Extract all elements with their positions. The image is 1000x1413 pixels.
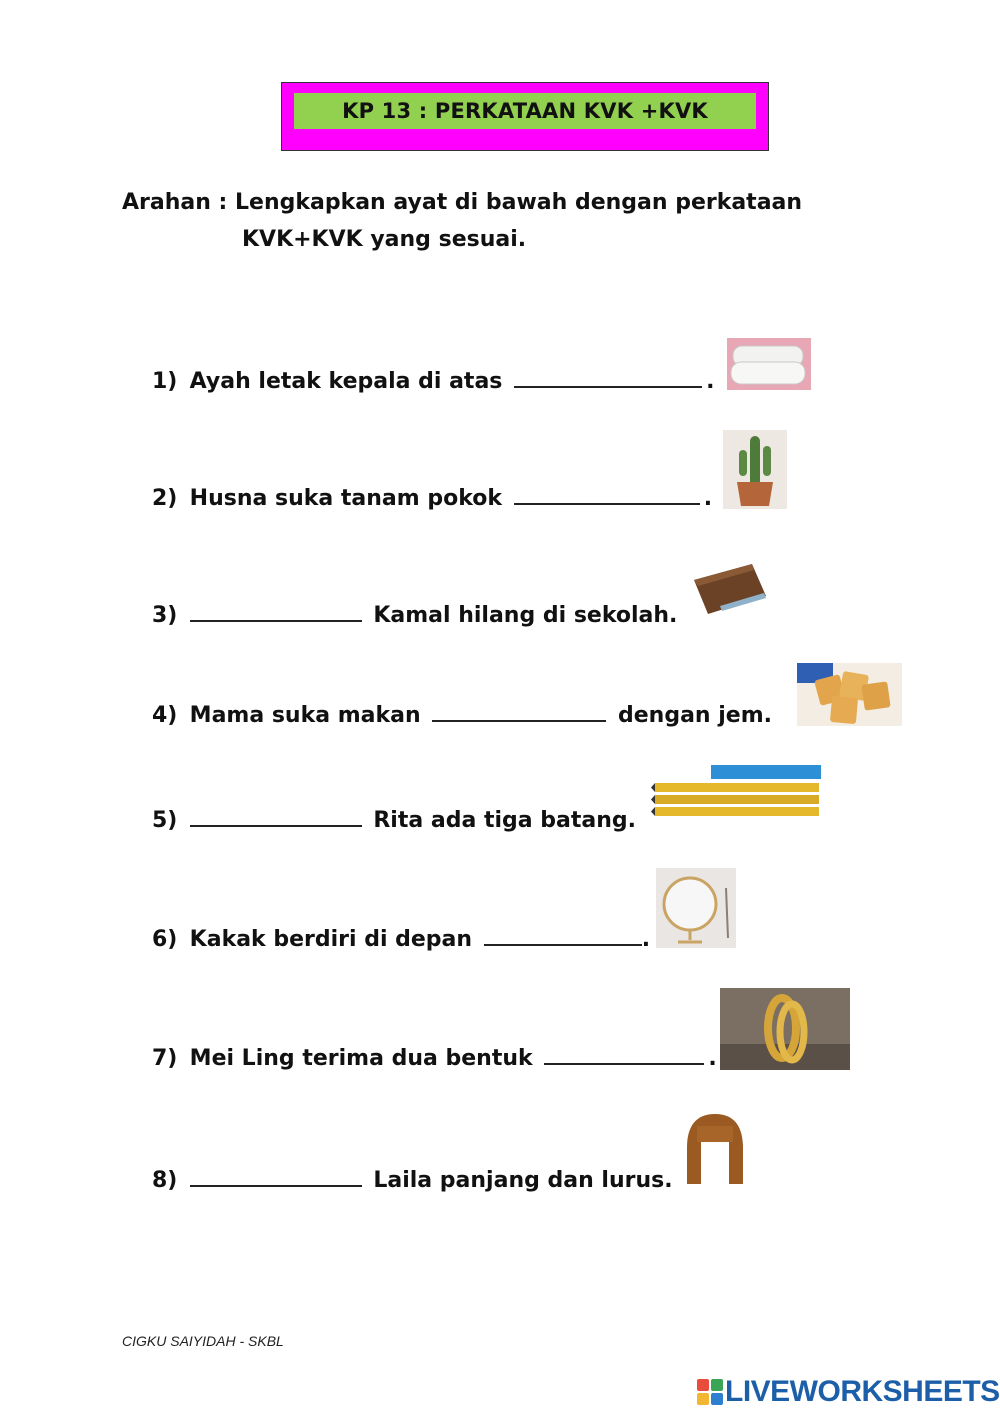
- hair-icon: [673, 1108, 757, 1190]
- brand-name: LIVEWORKSHEETS: [725, 1375, 1000, 1408]
- question-text: Husna suka tanam pokok: [189, 486, 503, 511]
- question-number: 8): [152, 1168, 178, 1193]
- brand-logo: [697, 1376, 1000, 1408]
- cactus-icon: [723, 430, 787, 509]
- question-text-after: dengan jem.: [617, 703, 772, 728]
- question-text: Mama suka makan: [189, 703, 421, 728]
- mirror-icon: [656, 868, 736, 948]
- question-text-after: Laila panjang dan lurus.: [373, 1168, 673, 1193]
- question-number: 1): [152, 369, 178, 394]
- question-number: 7): [152, 1046, 178, 1071]
- question-text-after: Kamal hilang di sekolah.: [373, 603, 678, 628]
- liveworksheets-logo-icon: [697, 1379, 723, 1405]
- instruction-line-1: Arahan : Lengkapkan ayat di bawah dengan perkataan: [122, 190, 803, 215]
- question-text: Kakak berdiri di depan: [189, 927, 473, 952]
- answer-blank-6[interactable]: [484, 926, 642, 946]
- answer-blank-3[interactable]: [190, 602, 362, 622]
- answer-blank-1[interactable]: [514, 368, 702, 388]
- answer-blank-8[interactable]: [190, 1167, 362, 1187]
- pillow-icon: [727, 338, 811, 390]
- question-8: [152, 1167, 673, 1193]
- question-number: 6): [152, 927, 178, 952]
- question-number: 4): [152, 703, 178, 728]
- page-title: KP 13 : PERKATAAN KVK +KVK: [294, 93, 756, 129]
- ring-icon: [720, 988, 850, 1070]
- pencils-icon: [651, 765, 823, 827]
- question-5: [152, 807, 636, 833]
- question-number: 5): [152, 808, 178, 833]
- question-3: [152, 602, 677, 628]
- answer-blank-7[interactable]: [544, 1045, 704, 1065]
- question-6: [152, 926, 650, 952]
- wallet-icon: [690, 560, 770, 618]
- title-box: [281, 82, 769, 151]
- question-text-after: .: [708, 1046, 717, 1071]
- crackers-icon: [797, 663, 902, 726]
- question-7: [152, 1045, 717, 1071]
- question-2: [152, 485, 712, 511]
- footer-credit: CIGKU SAIYIDAH - SKBL: [122, 1333, 284, 1349]
- answer-blank-4[interactable]: [432, 702, 606, 722]
- question-text-after: Rita ada tiga batang.: [373, 808, 636, 833]
- question-4: [152, 702, 772, 728]
- answer-blank-2[interactable]: [514, 485, 700, 505]
- instruction: [122, 184, 902, 258]
- instruction-line-2: KVK+KVK yang sesuai.: [242, 227, 527, 252]
- question-number: 3): [152, 603, 178, 628]
- question-1: [152, 368, 714, 394]
- question-number: 2): [152, 486, 178, 511]
- answer-blank-5[interactable]: [190, 807, 362, 827]
- question-text-after: .: [641, 927, 651, 952]
- question-text: Mei Ling terima dua bentuk: [189, 1046, 533, 1071]
- question-text: Ayah letak kepala di atas: [189, 369, 503, 394]
- question-text-after: .: [706, 369, 715, 394]
- question-text-after: .: [703, 486, 713, 511]
